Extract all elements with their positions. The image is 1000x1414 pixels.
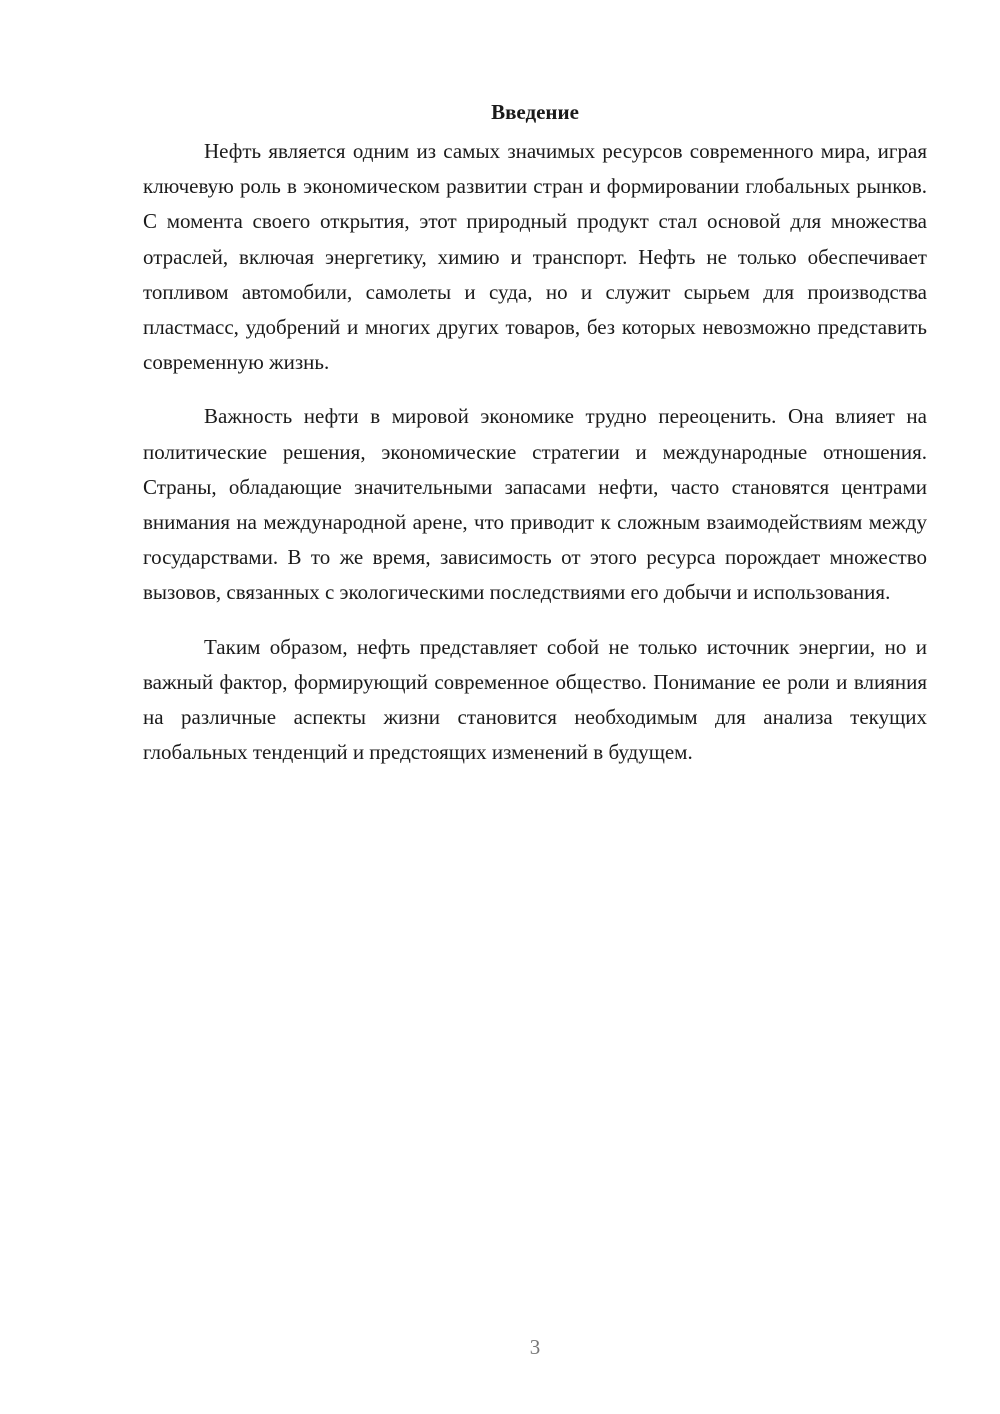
paragraph-1: Нефть является одним из самых значимых ресурсов современного мира, играя ключевую роль в экономическом развитии стран и формировании глобальных рынков. С момента своего открытия, этот природный продукт стал основой для множества отраслей, включая энергетику, химию и транспорт. Нефть не только обеспечивает топливом автомобили, самолеты и суда, но и служит сырьем для производства пластмасс, удобрений и многих других товаров, без которых невозможно представить современную жизнь. — [143, 139, 927, 375]
paragraph-3: Таким образом, нефть представляет собой не только источник энергии, но и важный фактор, формирующий современное общество. Понимание ее роли и влияния на различные аспекты жизни становится необходимым для анализа текущих глобальных тенденций и предстоящих изменений в будущем. — [143, 634, 927, 765]
paragraph-2: Важность нефти в мировой экономике трудно переоценить. Она влияет на политические решения, экономические стратегии и международные отношения. Страны, обладающие значительными запасами нефти, часто становятся центрами внимания на международной арене, что приводит к сложным взаимодействиям между государствами. В то же время, зависимость от этого ресурса порождает множество вызовов, связанных с экологическими последствиями его добычи и использования. — [143, 404, 927, 605]
page-content — [143, 98, 927, 789]
page-number: 3 — [529, 1335, 541, 1359]
section-heading: Введение — [491, 100, 579, 124]
